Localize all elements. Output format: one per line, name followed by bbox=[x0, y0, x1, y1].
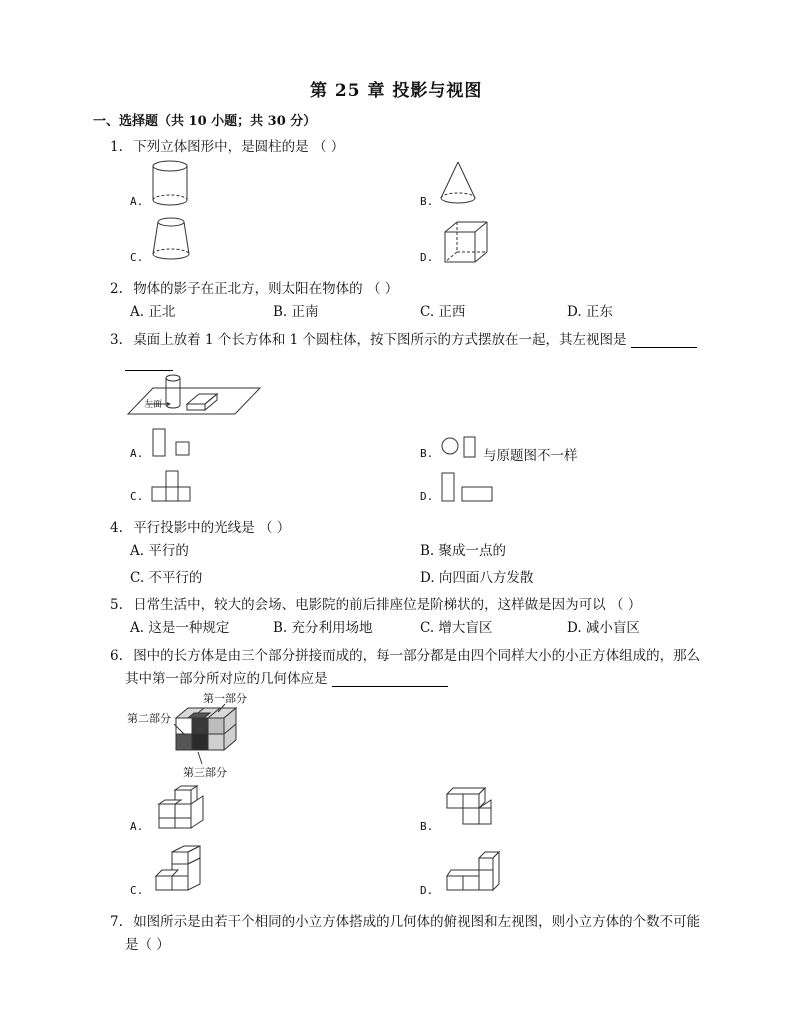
question-text: 桌面上放着 1 个长方体和 1 个圆柱体，按下图所示的方式摆放在一起，其左视图是 bbox=[133, 332, 627, 348]
question-5 bbox=[110, 593, 641, 613]
question-1 bbox=[110, 135, 344, 155]
option-c-label[interactable]: C. bbox=[130, 490, 144, 503]
option-b[interactable]: B. 聚成一点的 bbox=[420, 543, 507, 559]
question-text: 平行投影中的光线是 （ ） bbox=[133, 520, 291, 536]
option-a[interactable]: A. 这是一种规定 bbox=[130, 620, 230, 636]
option-d-label[interactable]: D. bbox=[420, 251, 434, 264]
question-number: 7. bbox=[110, 914, 123, 930]
option-a-label[interactable]: A. bbox=[130, 820, 144, 833]
left-side-label: 左面 bbox=[144, 400, 163, 410]
option-d-label[interactable]: D. bbox=[420, 884, 434, 897]
option-a-label[interactable]: A. bbox=[130, 195, 144, 208]
question-7 bbox=[110, 910, 700, 930]
page-title: 第 25 章 投影与视图 bbox=[310, 81, 483, 101]
question-6-line2 bbox=[125, 667, 448, 687]
cube-cluster-a bbox=[155, 786, 215, 832]
question-text: 图中的长方体是由三个部分拼接而成的，每一部分都是由四个同样大小的小正方体组成的，那么 bbox=[133, 648, 701, 664]
question-4 bbox=[110, 516, 290, 536]
question-text-2: 其中第一部分所对应的几何体应是 bbox=[125, 671, 328, 687]
question-number: 4. bbox=[110, 520, 123, 536]
answer-blank[interactable] bbox=[332, 672, 448, 687]
option-b-note: 与原题图不一样 bbox=[483, 448, 578, 464]
option-d[interactable]: D. 减小盲区 bbox=[567, 620, 640, 636]
question-number: 1. bbox=[110, 139, 123, 155]
part-one-label: 第一部分 bbox=[203, 692, 247, 705]
cube-figure bbox=[443, 220, 491, 264]
option-c-label[interactable]: C. bbox=[130, 884, 144, 897]
option-a-label[interactable]: A. bbox=[130, 447, 144, 460]
view-d-figure bbox=[440, 472, 495, 504]
question-6 bbox=[110, 644, 700, 664]
option-c-label[interactable]: C. bbox=[130, 251, 144, 264]
question-text: 日常生活中，较大的会场、电影院的前后排座位是阶梯状的，这样做是因为可以 （ ） bbox=[133, 597, 642, 613]
view-b-figure bbox=[440, 436, 485, 460]
cone-figure bbox=[438, 160, 480, 210]
cylinder-figure bbox=[150, 160, 192, 210]
question-2 bbox=[110, 277, 398, 297]
cube-cluster-d bbox=[443, 852, 505, 894]
question-text: 下列立体图形中，是圆柱的是 （ ） bbox=[133, 139, 345, 155]
option-b-label[interactable]: B. bbox=[420, 195, 434, 208]
question-text: 如图所示是由若干个相同的小立方体搭成的几何体的俯视图和左视图，则小立方体的个数不可能 bbox=[133, 914, 701, 930]
option-c[interactable]: C. 不平行的 bbox=[130, 570, 203, 586]
part-three-label: 第三部分 bbox=[183, 766, 227, 779]
cube-cluster-b bbox=[443, 786, 503, 832]
table-scene-figure bbox=[125, 372, 265, 417]
option-d-label[interactable]: D. bbox=[420, 490, 434, 503]
option-d[interactable]: D. 正东 bbox=[567, 304, 613, 320]
frustum-figure bbox=[150, 216, 195, 266]
option-a[interactable]: A. 平行的 bbox=[130, 543, 189, 559]
answer-blank[interactable] bbox=[631, 333, 697, 348]
question-number: 3. bbox=[110, 332, 123, 348]
question-number: 2. bbox=[110, 281, 123, 297]
option-b-label[interactable]: B. bbox=[420, 820, 434, 833]
option-b[interactable]: B. 正南 bbox=[273, 304, 319, 320]
option-b[interactable]: B. 充分利用场地 bbox=[273, 620, 373, 636]
option-a[interactable]: A. 正北 bbox=[130, 304, 176, 320]
answer-blank-continued[interactable] bbox=[125, 352, 173, 371]
question-text: 物体的影子在正北方，则太阳在物体的 （ ） bbox=[133, 281, 399, 297]
option-b-label[interactable]: B. bbox=[420, 447, 434, 460]
option-c[interactable]: C. 增大盲区 bbox=[420, 620, 493, 636]
view-a-figure bbox=[150, 428, 195, 460]
cube-cluster-c bbox=[152, 846, 212, 894]
option-d[interactable]: D. 向四面八方发散 bbox=[420, 570, 534, 586]
view-c-figure bbox=[150, 469, 195, 503]
question-number: 6. bbox=[110, 648, 123, 664]
question-7-line2: 是（ ） bbox=[125, 937, 170, 953]
part-two-label: 第二部分 bbox=[127, 712, 171, 725]
question-3 bbox=[110, 328, 697, 348]
section-heading: 一、选择题（共 10 小题；共 30 分） bbox=[93, 114, 317, 129]
option-c[interactable]: C. 正西 bbox=[420, 304, 466, 320]
question-number: 5. bbox=[110, 597, 123, 613]
